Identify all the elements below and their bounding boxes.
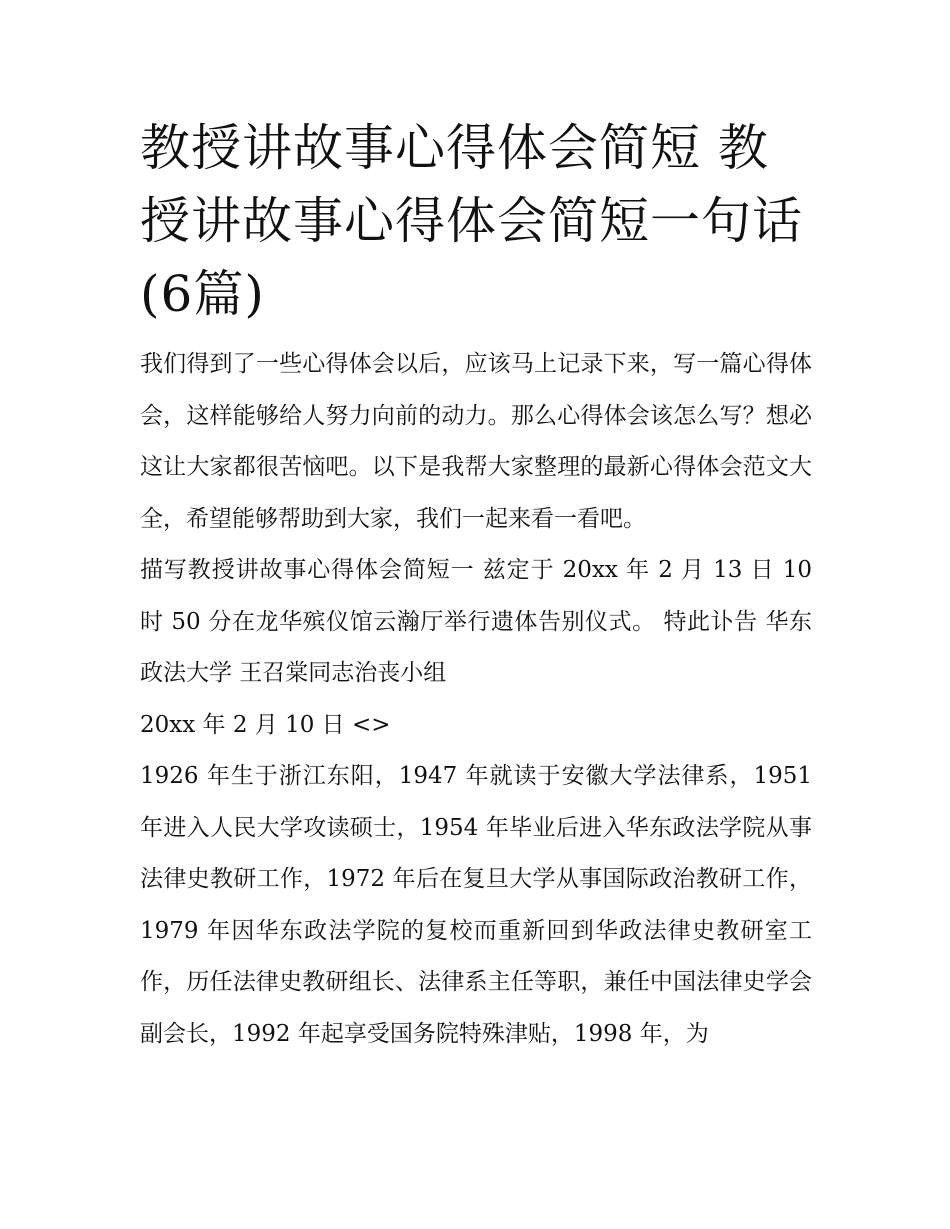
paragraph-notice: 描写教授讲故事心得体会简短一 兹定于 20xx 年 2 月 13 日 10 时 50 分在龙华殡仪馆云瀚厅举行遗体告别仪式。 特此讣告 华东政法大学 王召棠同志治丧小组 xyxy=(140,557,812,686)
document-title: 教授讲故事心得体会简短 教授讲故事心得体会简短一句话(6篇) xyxy=(140,119,803,323)
paragraph-date: 20xx 年 2 月 10 日 <> xyxy=(140,711,391,738)
document-page xyxy=(140,112,812,1060)
paragraph-intro: 我们得到了一些心得体会以后，应该马上记录下来，写一篇心得体会，这样能够给人努力向前的动力。那么心得体会该怎么写？想必这让大家都很苦恼吧。以下是我帮大家整理的最新心得体会范文大全，希望能够帮助到大家，我们一起来看一看吧。 xyxy=(140,351,812,532)
paragraph-biography: 1926 年生于浙江东阳，1947 年就读于安徽大学法律系，1951 年进入人民大学攻读硕士，1954 年毕业后进入华东政法学院从事法律史教研工作，1972 年后在复旦大学从事国际政治教研工作，1979 年因华东政法学院的复校而重新回到华政法律史教研室工作，历任法律史教研组长、法律系主任等职，兼任中国法律史学会副会长，1992 年起享受国务院特殊津贴，1998 年，为 xyxy=(140,763,812,1047)
